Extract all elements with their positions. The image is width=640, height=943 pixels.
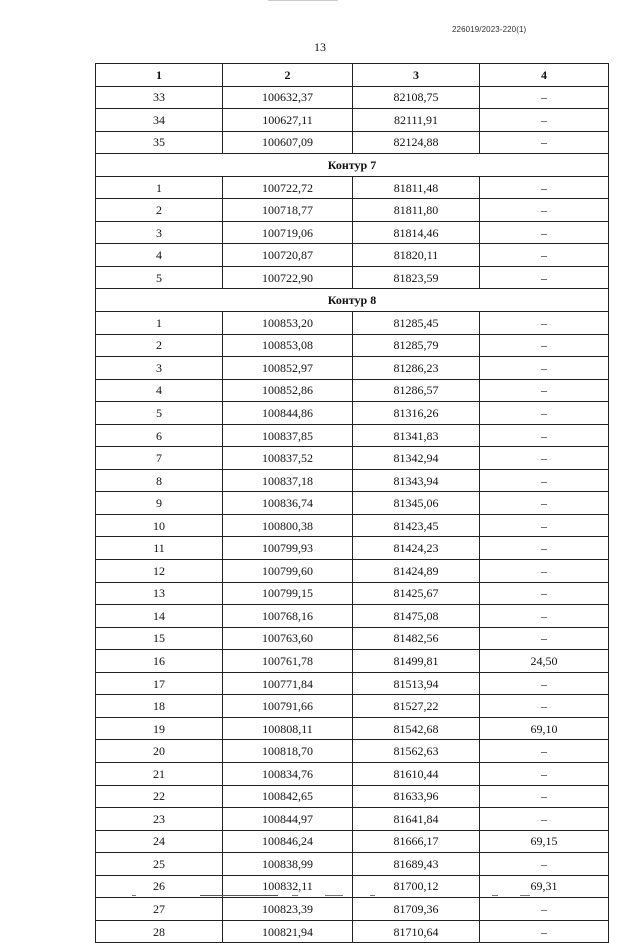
point-number-cell: 18 [96,695,223,718]
table-row [96,672,609,695]
point-number-cell: 6 [96,424,223,447]
x-coordinate-cell: 100719,06 [223,221,353,244]
point-number-cell: 14 [96,605,223,628]
x-coordinate-cell: 100771,84 [223,672,353,695]
document-id: 226019/2023-220(1) [452,25,527,34]
point-number-cell: 21 [96,762,223,785]
point-number-cell: 5 [96,266,223,289]
extra-value-cell: 69,10 [480,717,609,740]
point-number-cell: 15 [96,627,223,650]
y-coordinate-cell: 81286,23 [353,357,480,380]
extra-value-cell: – [480,853,609,876]
y-coordinate-cell: 81425,67 [353,582,480,605]
y-coordinate-cell: 81811,80 [353,199,480,222]
table-row [96,762,609,785]
extra-value-cell: – [480,740,609,763]
x-coordinate-cell: 100722,90 [223,266,353,289]
extra-value-cell: – [480,672,609,695]
y-coordinate-cell: 81342,94 [353,447,480,470]
extra-value-cell: – [480,424,609,447]
x-coordinate-cell: 100844,97 [223,808,353,831]
y-coordinate-cell: 82124,88 [353,131,480,154]
y-coordinate-cell: 81710,64 [353,920,480,943]
table-row [96,560,609,583]
x-coordinate-cell: 100842,65 [223,785,353,808]
y-coordinate-cell: 81341,83 [353,424,480,447]
table-row [96,808,609,831]
table-row [96,424,609,447]
x-coordinate-cell: 100837,85 [223,424,353,447]
table-row [96,717,609,740]
x-coordinate-cell: 100768,16 [223,605,353,628]
extra-value-cell: – [480,131,609,154]
point-number-cell: 10 [96,514,223,537]
table-row [96,650,609,673]
y-coordinate-cell: 81286,57 [353,379,480,402]
y-coordinate-cell: 82108,75 [353,86,480,109]
table-row [96,920,609,943]
extra-value-cell: 24,50 [480,650,609,673]
table-body [96,86,609,943]
point-number-cell: 8 [96,469,223,492]
point-number-cell: 20 [96,740,223,763]
point-number-cell: 33 [96,86,223,109]
extra-value-cell: – [480,762,609,785]
x-coordinate-cell: 100837,52 [223,447,353,470]
point-number-cell: 5 [96,402,223,425]
point-number-cell: 1 [96,312,223,335]
x-coordinate-cell: 100832,11 [223,875,353,898]
extra-value-cell: – [480,920,609,943]
y-coordinate-cell: 81610,44 [353,762,480,785]
y-coordinate-cell: 81482,56 [353,627,480,650]
y-coordinate-cell: 81820,11 [353,244,480,267]
y-coordinate-cell: 81285,79 [353,334,480,357]
table-row [96,86,609,109]
extra-value-cell: – [480,334,609,357]
table-row [96,379,609,402]
column-header: 3 [353,64,480,87]
x-coordinate-cell: 100834,76 [223,762,353,785]
x-coordinate-cell: 100718,77 [223,199,353,222]
x-coordinate-cell: 100799,60 [223,560,353,583]
point-number-cell: 23 [96,808,223,831]
table-row [96,312,609,335]
table-row [96,582,609,605]
x-coordinate-cell: 100852,97 [223,357,353,380]
section-row [96,289,609,312]
extra-value-cell: – [480,109,609,132]
point-number-cell: 11 [96,537,223,560]
y-coordinate-cell: 81499,81 [353,650,480,673]
section-title: Контур 7 [96,154,609,177]
extra-value-cell: – [480,379,609,402]
point-number-cell: 7 [96,447,223,470]
point-number-cell: 35 [96,131,223,154]
y-coordinate-cell: 81424,23 [353,537,480,560]
x-coordinate-cell: 100761,78 [223,650,353,673]
table-row [96,898,609,921]
table-row [96,469,609,492]
table-row [96,537,609,560]
point-number-cell: 22 [96,785,223,808]
point-number-cell: 9 [96,492,223,515]
extra-value-cell: – [480,492,609,515]
table-row [96,221,609,244]
extra-value-cell: – [480,176,609,199]
table-header-row [96,64,609,87]
table-row [96,447,609,470]
column-header: 4 [480,64,609,87]
point-number-cell: 19 [96,717,223,740]
y-coordinate-cell: 81423,45 [353,514,480,537]
table-row [96,514,609,537]
point-number-cell: 28 [96,920,223,943]
point-number-cell: 3 [96,357,223,380]
extra-value-cell: 69,31 [480,875,609,898]
x-coordinate-cell: 100821,94 [223,920,353,943]
table-row [96,244,609,267]
extra-value-cell: – [480,312,609,335]
page-number: 13 [314,40,326,54]
point-number-cell: 26 [96,875,223,898]
table-row [96,853,609,876]
y-coordinate-cell: 81811,48 [353,176,480,199]
extra-value-cell: – [480,402,609,425]
table-row [96,695,609,718]
y-coordinate-cell: 81345,06 [353,492,480,515]
x-coordinate-cell: 100852,86 [223,379,353,402]
x-coordinate-cell: 100627,11 [223,109,353,132]
point-number-cell: 3 [96,221,223,244]
table-row [96,605,609,628]
table-row [96,176,609,199]
table-row [96,357,609,380]
point-number-cell: 24 [96,830,223,853]
extra-value-cell: – [480,266,609,289]
y-coordinate-cell: 82111,91 [353,109,480,132]
table-row [96,402,609,425]
y-coordinate-cell: 81316,26 [353,402,480,425]
x-coordinate-cell: 100763,60 [223,627,353,650]
point-number-cell: 2 [96,199,223,222]
x-coordinate-cell: 100853,20 [223,312,353,335]
x-coordinate-cell: 100632,37 [223,86,353,109]
y-coordinate-cell: 81700,12 [353,875,480,898]
point-number-cell: 4 [96,244,223,267]
point-number-cell: 27 [96,898,223,921]
y-coordinate-cell: 81542,68 [353,717,480,740]
x-coordinate-cell: 100837,18 [223,469,353,492]
x-coordinate-cell: 100791,66 [223,695,353,718]
y-coordinate-cell: 81513,94 [353,672,480,695]
extra-value-cell: – [480,808,609,831]
extra-value-cell: – [480,537,609,560]
y-coordinate-cell: 81343,94 [353,469,480,492]
extra-value-cell: – [480,695,609,718]
point-number-cell: 4 [96,379,223,402]
extra-value-cell: – [480,199,609,222]
column-header: 1 [96,64,223,87]
x-coordinate-cell: 100844,86 [223,402,353,425]
extra-value-cell: – [480,605,609,628]
x-coordinate-cell: 100853,08 [223,334,353,357]
table-row [96,334,609,357]
point-number-cell: 1 [96,176,223,199]
coordinates-table [95,63,609,943]
section-row [96,154,609,177]
extra-value-cell: – [480,560,609,583]
y-coordinate-cell: 81285,45 [353,312,480,335]
extra-value-cell: – [480,244,609,267]
extra-value-cell: – [480,447,609,470]
point-number-cell: 12 [96,560,223,583]
table-row [96,627,609,650]
x-coordinate-cell: 100818,70 [223,740,353,763]
table-row [96,830,609,853]
table-row [96,199,609,222]
table-row [96,266,609,289]
x-coordinate-cell: 100800,38 [223,514,353,537]
y-coordinate-cell: 81475,08 [353,605,480,628]
point-number-cell: 2 [96,334,223,357]
x-coordinate-cell: 100799,93 [223,537,353,560]
y-coordinate-cell: 81689,43 [353,853,480,876]
section-title: Контур 8 [96,289,609,312]
extra-value-cell: – [480,469,609,492]
y-coordinate-cell: 81666,17 [353,830,480,853]
y-coordinate-cell: 81562,63 [353,740,480,763]
extra-value-cell: – [480,898,609,921]
y-coordinate-cell: 81633,96 [353,785,480,808]
table-row [96,131,609,154]
extra-value-cell: – [480,627,609,650]
y-coordinate-cell: 81641,84 [353,808,480,831]
y-coordinate-cell: 81424,89 [353,560,480,583]
table-row [96,740,609,763]
y-coordinate-cell: 81814,46 [353,221,480,244]
extra-value-cell: – [480,357,609,380]
point-number-cell: 17 [96,672,223,695]
table-row [96,492,609,515]
extra-value-cell: – [480,86,609,109]
extra-value-cell: – [480,514,609,537]
x-coordinate-cell: 100722,72 [223,176,353,199]
table-row [96,785,609,808]
scan-edge-mark [268,0,338,1]
x-coordinate-cell: 100799,15 [223,582,353,605]
x-coordinate-cell: 100823,39 [223,898,353,921]
x-coordinate-cell: 100836,74 [223,492,353,515]
point-number-cell: 13 [96,582,223,605]
y-coordinate-cell: 81527,22 [353,695,480,718]
extra-value-cell: – [480,785,609,808]
column-header: 2 [223,64,353,87]
y-coordinate-cell: 81709,36 [353,898,480,921]
footer-scan-marks [120,893,540,899]
table-row [96,109,609,132]
y-coordinate-cell: 81823,59 [353,266,480,289]
point-number-cell: 25 [96,853,223,876]
x-coordinate-cell: 100720,87 [223,244,353,267]
extra-value-cell: – [480,221,609,244]
x-coordinate-cell: 100846,24 [223,830,353,853]
extra-value-cell: 69,15 [480,830,609,853]
x-coordinate-cell: 100808,11 [223,717,353,740]
x-coordinate-cell: 100838,99 [223,853,353,876]
extra-value-cell: – [480,582,609,605]
point-number-cell: 34 [96,109,223,132]
point-number-cell: 16 [96,650,223,673]
x-coordinate-cell: 100607,09 [223,131,353,154]
